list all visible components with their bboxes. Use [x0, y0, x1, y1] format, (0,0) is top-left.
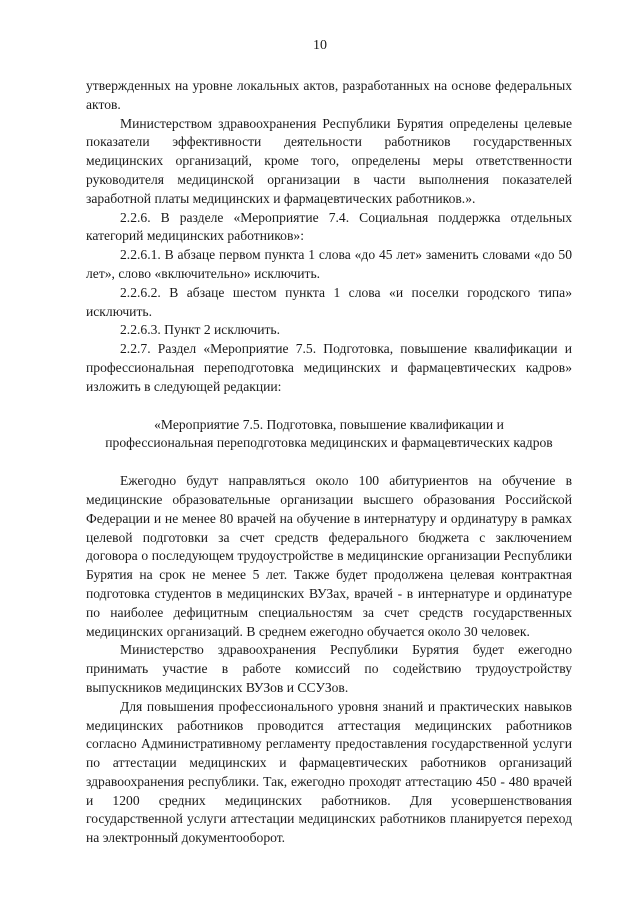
section-heading [86, 416, 572, 454]
paragraph: Для повышения профессионального уровня знаний и практических навыков медицинских работников проводится аттестация медицинских работников согласно Административному регламенту предоставления государственной услуги по аттестации медицинских и фармацевтических работников организаций здравоохранения республики. Так, ежегодно проходят аттестацию 450 - 480 врачей и 1200 средних медицинских работников. Для усовершенствования государственной услуги аттестации медицинских работников планируется переход на электронный документооборот. [86, 698, 572, 846]
document-body [86, 77, 572, 848]
paragraph: 2.2.6.3. Пункт 2 исключить. [120, 322, 281, 338]
paragraph: 2.2.6.1. В абзаце первом пункта 1 слова «до 45 лет» заменить словами «до 50 лет», слово «включительно» исключить. [86, 247, 572, 281]
paragraph: 2.2.7. Раздел «Мероприятие 7.5. Подготовка, повышение квалификации и профессиональная переподготовка медицинских и фармацевтических кадров» изложить в следующей редакции: [86, 341, 572, 394]
paragraph: 2.2.6. В разделе «Мероприятие 7.4. Социальная поддержка отдельных категорий медицинских работников»: [86, 209, 572, 244]
section-heading-line: профессиональная переподготовка медицинских и фармацевтических кадров [105, 435, 553, 451]
paragraph: 2.2.6.2. В абзаце шестом пункта 1 слова «и поселки городского типа» исключить. [86, 284, 572, 319]
paragraph: Министерство здравоохранения Республики Бурятия будет ежегодно принимать участие в работе комиссий по содействию трудоустройству выпускников медицинских ВУЗов и ССУЗов. [86, 642, 572, 695]
paragraph: утвержденных на уровне локальных актов, разработанных на основе федеральных актов. [86, 78, 572, 112]
paragraph: Ежегодно будут направляться около 100 абитуриентов на обучение в медицинские образовательные организации высшего образования Российской Федерации и не менее 80 врачей на обучение в интернатуру и ординатуру в рамках целевой подготовки за счет средств федерального бюджета с заключением договора о последующем трудоустройстве в медицинские организации Республики Бурятия на срок не менее 5 лет. Также будет продолжена целевая контрактная подготовка студентов в медицинских ВУЗах, врачей - в интернатуре и ординатуре по наиболее дефицитным специальностям за счет средств государственных медицинских организаций. В среднем ежегодно обучается около 30 человек. [86, 473, 572, 639]
page-number: 10 [313, 38, 327, 53]
section-heading-line: «Мероприятие 7.5. Подготовка, повышение квалификации и [154, 416, 504, 432]
paragraph: Министерством здравоохранения Республики Бурятия определены целевые показатели эффективности деятельности работников государственных медицинских организаций, кроме того, определены меры ответственности руководителя медицинской организации в части выполнения показателей заработной платы медицинских и фармацевтических работников.». [86, 115, 572, 206]
